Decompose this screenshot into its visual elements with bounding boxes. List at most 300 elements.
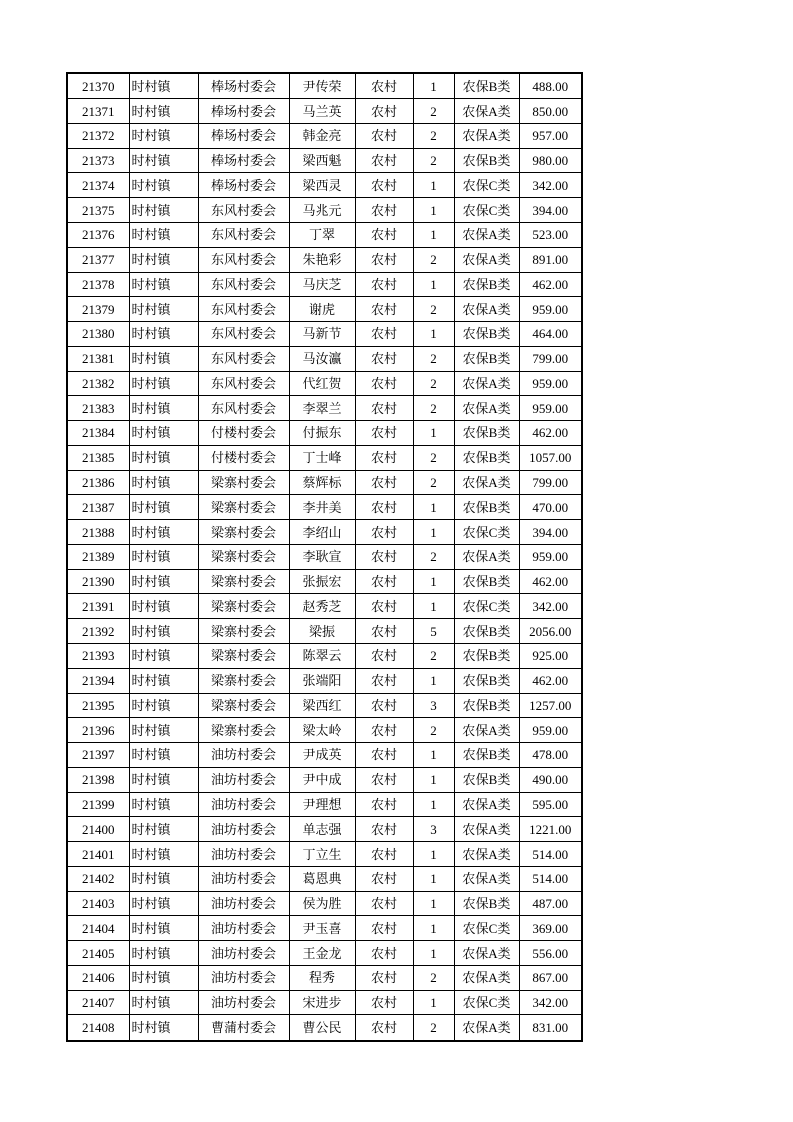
cell-town: 时村镇 bbox=[129, 173, 198, 198]
cell-id: 21402 bbox=[67, 866, 129, 891]
cell-village: 棒场村委会 bbox=[198, 148, 289, 173]
cell-amount: 514.00 bbox=[519, 842, 582, 867]
cell-town: 时村镇 bbox=[129, 222, 198, 247]
cell-town: 时村镇 bbox=[129, 123, 198, 148]
cell-village: 梁寨村委会 bbox=[198, 470, 289, 495]
cell-town: 时村镇 bbox=[129, 322, 198, 347]
cell-area_type: 农村 bbox=[355, 247, 413, 272]
cell-name: 梁西红 bbox=[289, 693, 355, 718]
cell-id: 21391 bbox=[67, 594, 129, 619]
table-row bbox=[67, 817, 582, 842]
cell-amount: 799.00 bbox=[519, 346, 582, 371]
cell-amount: 850.00 bbox=[519, 99, 582, 124]
cell-category: 农保B类 bbox=[454, 891, 519, 916]
table-row bbox=[67, 941, 582, 966]
cell-count: 1 bbox=[413, 842, 454, 867]
cell-count: 2 bbox=[413, 1015, 454, 1041]
cell-name: 丁士峰 bbox=[289, 445, 355, 470]
cell-amount: 470.00 bbox=[519, 495, 582, 520]
cell-town: 时村镇 bbox=[129, 842, 198, 867]
cell-amount: 959.00 bbox=[519, 718, 582, 743]
cell-count: 1 bbox=[413, 272, 454, 297]
table-row bbox=[67, 198, 582, 223]
cell-count: 2 bbox=[413, 297, 454, 322]
cell-town: 时村镇 bbox=[129, 718, 198, 743]
cell-category: 农保B类 bbox=[454, 495, 519, 520]
cell-town: 时村镇 bbox=[129, 767, 198, 792]
cell-town: 时村镇 bbox=[129, 990, 198, 1015]
cell-area_type: 农村 bbox=[355, 520, 413, 545]
cell-count: 1 bbox=[413, 495, 454, 520]
cell-village: 东风村委会 bbox=[198, 346, 289, 371]
table-row bbox=[67, 247, 582, 272]
cell-town: 时村镇 bbox=[129, 693, 198, 718]
cell-village: 油坊村委会 bbox=[198, 817, 289, 842]
cell-amount: 342.00 bbox=[519, 594, 582, 619]
cell-category: 农保A类 bbox=[454, 866, 519, 891]
cell-category: 农保B类 bbox=[454, 693, 519, 718]
cell-id: 21390 bbox=[67, 569, 129, 594]
table-row bbox=[67, 322, 582, 347]
cell-amount: 799.00 bbox=[519, 470, 582, 495]
cell-id: 21375 bbox=[67, 198, 129, 223]
cell-category: 农保B类 bbox=[454, 644, 519, 669]
cell-name: 丁翠 bbox=[289, 222, 355, 247]
cell-village: 东风村委会 bbox=[198, 198, 289, 223]
cell-category: 农保C类 bbox=[454, 520, 519, 545]
cell-village: 棒场村委会 bbox=[198, 73, 289, 99]
cell-town: 时村镇 bbox=[129, 594, 198, 619]
cell-count: 1 bbox=[413, 866, 454, 891]
cell-name: 马兆元 bbox=[289, 198, 355, 223]
cell-village: 东风村委会 bbox=[198, 297, 289, 322]
cell-name: 李翠兰 bbox=[289, 396, 355, 421]
cell-town: 时村镇 bbox=[129, 668, 198, 693]
cell-category: 农保A类 bbox=[454, 247, 519, 272]
cell-village: 棒场村委会 bbox=[198, 173, 289, 198]
cell-category: 农保B类 bbox=[454, 445, 519, 470]
table-row bbox=[67, 916, 582, 941]
table-row bbox=[67, 421, 582, 446]
cell-name: 马汝瀛 bbox=[289, 346, 355, 371]
cell-count: 1 bbox=[413, 891, 454, 916]
cell-name: 侯为胜 bbox=[289, 891, 355, 916]
table-row bbox=[67, 222, 582, 247]
cell-amount: 925.00 bbox=[519, 644, 582, 669]
cell-id: 21406 bbox=[67, 965, 129, 990]
cell-amount: 394.00 bbox=[519, 198, 582, 223]
cell-town: 时村镇 bbox=[129, 272, 198, 297]
table-row bbox=[67, 544, 582, 569]
cell-count: 1 bbox=[413, 421, 454, 446]
cell-category: 农保A类 bbox=[454, 718, 519, 743]
cell-category: 农保B类 bbox=[454, 346, 519, 371]
cell-village: 梁寨村委会 bbox=[198, 668, 289, 693]
cell-village: 东风村委会 bbox=[198, 222, 289, 247]
cell-name: 单志强 bbox=[289, 817, 355, 842]
cell-village: 东风村委会 bbox=[198, 371, 289, 396]
cell-category: 农保B类 bbox=[454, 668, 519, 693]
cell-name: 马新节 bbox=[289, 322, 355, 347]
cell-id: 21382 bbox=[67, 371, 129, 396]
cell-id: 21388 bbox=[67, 520, 129, 545]
table-row bbox=[67, 371, 582, 396]
cell-id: 21383 bbox=[67, 396, 129, 421]
cell-id: 21399 bbox=[67, 792, 129, 817]
cell-category: 农保A类 bbox=[454, 371, 519, 396]
cell-count: 2 bbox=[413, 544, 454, 569]
cell-category: 农保A类 bbox=[454, 123, 519, 148]
cell-name: 王金龙 bbox=[289, 941, 355, 966]
cell-area_type: 农村 bbox=[355, 1015, 413, 1041]
cell-area_type: 农村 bbox=[355, 222, 413, 247]
cell-area_type: 农村 bbox=[355, 272, 413, 297]
benefits-table-body bbox=[67, 73, 582, 1041]
cell-count: 1 bbox=[413, 990, 454, 1015]
cell-count: 2 bbox=[413, 470, 454, 495]
cell-area_type: 农村 bbox=[355, 198, 413, 223]
cell-category: 农保C类 bbox=[454, 594, 519, 619]
cell-amount: 369.00 bbox=[519, 916, 582, 941]
cell-id: 21405 bbox=[67, 941, 129, 966]
cell-village: 梁寨村委会 bbox=[198, 495, 289, 520]
table-row bbox=[67, 445, 582, 470]
cell-category: 农保C类 bbox=[454, 173, 519, 198]
cell-village: 东风村委会 bbox=[198, 396, 289, 421]
cell-count: 1 bbox=[413, 173, 454, 198]
cell-area_type: 农村 bbox=[355, 916, 413, 941]
cell-area_type: 农村 bbox=[355, 544, 413, 569]
cell-id: 21387 bbox=[67, 495, 129, 520]
cell-name: 丁立生 bbox=[289, 842, 355, 867]
cell-village: 油坊村委会 bbox=[198, 965, 289, 990]
cell-category: 农保A类 bbox=[454, 99, 519, 124]
cell-name: 尹理想 bbox=[289, 792, 355, 817]
cell-amount: 462.00 bbox=[519, 421, 582, 446]
cell-category: 农保B类 bbox=[454, 569, 519, 594]
cell-count: 1 bbox=[413, 743, 454, 768]
cell-category: 农保A类 bbox=[454, 1015, 519, 1041]
cell-area_type: 农村 bbox=[355, 965, 413, 990]
cell-count: 1 bbox=[413, 594, 454, 619]
cell-amount: 959.00 bbox=[519, 297, 582, 322]
cell-amount: 394.00 bbox=[519, 520, 582, 545]
cell-amount: 462.00 bbox=[519, 569, 582, 594]
cell-id: 21393 bbox=[67, 644, 129, 669]
cell-name: 代红贺 bbox=[289, 371, 355, 396]
cell-area_type: 农村 bbox=[355, 792, 413, 817]
cell-count: 1 bbox=[413, 941, 454, 966]
cell-count: 2 bbox=[413, 965, 454, 990]
cell-town: 时村镇 bbox=[129, 371, 198, 396]
cell-name: 李耿宣 bbox=[289, 544, 355, 569]
cell-name: 梁振 bbox=[289, 619, 355, 644]
cell-count: 2 bbox=[413, 99, 454, 124]
cell-id: 21398 bbox=[67, 767, 129, 792]
cell-town: 时村镇 bbox=[129, 644, 198, 669]
cell-area_type: 农村 bbox=[355, 743, 413, 768]
cell-town: 时村镇 bbox=[129, 445, 198, 470]
cell-town: 时村镇 bbox=[129, 792, 198, 817]
cell-town: 时村镇 bbox=[129, 569, 198, 594]
cell-id: 21403 bbox=[67, 891, 129, 916]
cell-town: 时村镇 bbox=[129, 619, 198, 644]
cell-id: 21394 bbox=[67, 668, 129, 693]
cell-town: 时村镇 bbox=[129, 148, 198, 173]
cell-village: 曹蒲村委会 bbox=[198, 1015, 289, 1041]
cell-id: 21408 bbox=[67, 1015, 129, 1041]
cell-category: 农保A类 bbox=[454, 965, 519, 990]
cell-name: 陈翠云 bbox=[289, 644, 355, 669]
cell-id: 21376 bbox=[67, 222, 129, 247]
cell-name: 程秀 bbox=[289, 965, 355, 990]
cell-village: 梁寨村委会 bbox=[198, 619, 289, 644]
cell-category: 农保B类 bbox=[454, 743, 519, 768]
cell-town: 时村镇 bbox=[129, 99, 198, 124]
cell-amount: 831.00 bbox=[519, 1015, 582, 1041]
cell-id: 21397 bbox=[67, 743, 129, 768]
cell-amount: 1257.00 bbox=[519, 693, 582, 718]
table-row bbox=[67, 866, 582, 891]
cell-count: 2 bbox=[413, 371, 454, 396]
cell-village: 油坊村委会 bbox=[198, 866, 289, 891]
cell-id: 21385 bbox=[67, 445, 129, 470]
cell-count: 2 bbox=[413, 396, 454, 421]
cell-id: 21396 bbox=[67, 718, 129, 743]
cell-category: 农保A类 bbox=[454, 842, 519, 867]
table-row bbox=[67, 668, 582, 693]
cell-name: 张端阳 bbox=[289, 668, 355, 693]
cell-category: 农保C类 bbox=[454, 916, 519, 941]
cell-area_type: 农村 bbox=[355, 594, 413, 619]
cell-village: 油坊村委会 bbox=[198, 842, 289, 867]
cell-count: 1 bbox=[413, 520, 454, 545]
cell-count: 2 bbox=[413, 148, 454, 173]
cell-village: 东风村委会 bbox=[198, 272, 289, 297]
cell-count: 2 bbox=[413, 247, 454, 272]
cell-name: 蔡辉标 bbox=[289, 470, 355, 495]
cell-town: 时村镇 bbox=[129, 817, 198, 842]
cell-town: 时村镇 bbox=[129, 544, 198, 569]
cell-town: 时村镇 bbox=[129, 346, 198, 371]
cell-area_type: 农村 bbox=[355, 297, 413, 322]
cell-village: 梁寨村委会 bbox=[198, 718, 289, 743]
cell-amount: 1221.00 bbox=[519, 817, 582, 842]
table-row bbox=[67, 99, 582, 124]
cell-amount: 595.00 bbox=[519, 792, 582, 817]
cell-village: 棒场村委会 bbox=[198, 99, 289, 124]
table-row bbox=[67, 767, 582, 792]
cell-amount: 490.00 bbox=[519, 767, 582, 792]
cell-amount: 342.00 bbox=[519, 990, 582, 1015]
table-row bbox=[67, 470, 582, 495]
cell-area_type: 农村 bbox=[355, 866, 413, 891]
cell-name: 宋进步 bbox=[289, 990, 355, 1015]
table-row bbox=[67, 396, 582, 421]
cell-area_type: 农村 bbox=[355, 396, 413, 421]
cell-village: 油坊村委会 bbox=[198, 792, 289, 817]
table-row bbox=[67, 495, 582, 520]
cell-amount: 514.00 bbox=[519, 866, 582, 891]
cell-name: 张振宏 bbox=[289, 569, 355, 594]
table-row bbox=[67, 148, 582, 173]
cell-area_type: 农村 bbox=[355, 371, 413, 396]
cell-town: 时村镇 bbox=[129, 73, 198, 99]
table-row bbox=[67, 693, 582, 718]
cell-id: 21379 bbox=[67, 297, 129, 322]
cell-name: 尹传荣 bbox=[289, 73, 355, 99]
cell-area_type: 农村 bbox=[355, 421, 413, 446]
cell-count: 2 bbox=[413, 346, 454, 371]
cell-id: 21370 bbox=[67, 73, 129, 99]
cell-village: 油坊村委会 bbox=[198, 941, 289, 966]
cell-amount: 980.00 bbox=[519, 148, 582, 173]
table-row bbox=[67, 594, 582, 619]
cell-amount: 464.00 bbox=[519, 322, 582, 347]
table-row bbox=[67, 990, 582, 1015]
cell-amount: 462.00 bbox=[519, 668, 582, 693]
cell-village: 梁寨村委会 bbox=[198, 569, 289, 594]
table-row bbox=[67, 346, 582, 371]
cell-name: 李井美 bbox=[289, 495, 355, 520]
table-row bbox=[67, 73, 582, 99]
cell-town: 时村镇 bbox=[129, 1015, 198, 1041]
cell-area_type: 农村 bbox=[355, 668, 413, 693]
cell-id: 21381 bbox=[67, 346, 129, 371]
cell-category: 农保C类 bbox=[454, 198, 519, 223]
cell-area_type: 农村 bbox=[355, 99, 413, 124]
cell-amount: 2056.00 bbox=[519, 619, 582, 644]
cell-count: 1 bbox=[413, 322, 454, 347]
cell-category: 农保A类 bbox=[454, 297, 519, 322]
cell-town: 时村镇 bbox=[129, 866, 198, 891]
cell-count: 1 bbox=[413, 222, 454, 247]
cell-amount: 488.00 bbox=[519, 73, 582, 99]
cell-id: 21371 bbox=[67, 99, 129, 124]
cell-category: 农保A类 bbox=[454, 544, 519, 569]
cell-name: 马庆芝 bbox=[289, 272, 355, 297]
cell-area_type: 农村 bbox=[355, 767, 413, 792]
cell-amount: 487.00 bbox=[519, 891, 582, 916]
cell-amount: 867.00 bbox=[519, 965, 582, 990]
cell-area_type: 农村 bbox=[355, 891, 413, 916]
cell-count: 5 bbox=[413, 619, 454, 644]
cell-area_type: 农村 bbox=[355, 842, 413, 867]
cell-area_type: 农村 bbox=[355, 495, 413, 520]
cell-village: 东风村委会 bbox=[198, 247, 289, 272]
cell-category: 农保A类 bbox=[454, 222, 519, 247]
cell-id: 21400 bbox=[67, 817, 129, 842]
cell-area_type: 农村 bbox=[355, 123, 413, 148]
cell-name: 曹公民 bbox=[289, 1015, 355, 1041]
cell-id: 21372 bbox=[67, 123, 129, 148]
cell-amount: 959.00 bbox=[519, 371, 582, 396]
cell-town: 时村镇 bbox=[129, 470, 198, 495]
cell-town: 时村镇 bbox=[129, 396, 198, 421]
cell-village: 梁寨村委会 bbox=[198, 594, 289, 619]
cell-name: 谢虎 bbox=[289, 297, 355, 322]
table-row bbox=[67, 965, 582, 990]
table-row bbox=[67, 743, 582, 768]
cell-town: 时村镇 bbox=[129, 891, 198, 916]
cell-town: 时村镇 bbox=[129, 965, 198, 990]
cell-category: 农保B类 bbox=[454, 73, 519, 99]
cell-area_type: 农村 bbox=[355, 322, 413, 347]
table-row bbox=[67, 792, 582, 817]
cell-area_type: 农村 bbox=[355, 619, 413, 644]
table-row bbox=[67, 569, 582, 594]
table-row bbox=[67, 272, 582, 297]
table-row bbox=[67, 891, 582, 916]
cell-name: 梁西魁 bbox=[289, 148, 355, 173]
cell-amount: 523.00 bbox=[519, 222, 582, 247]
cell-village: 油坊村委会 bbox=[198, 767, 289, 792]
cell-id: 21401 bbox=[67, 842, 129, 867]
cell-town: 时村镇 bbox=[129, 916, 198, 941]
cell-count: 1 bbox=[413, 792, 454, 817]
cell-id: 21386 bbox=[67, 470, 129, 495]
cell-name: 梁太岭 bbox=[289, 718, 355, 743]
cell-town: 时村镇 bbox=[129, 198, 198, 223]
cell-area_type: 农村 bbox=[355, 569, 413, 594]
cell-id: 21380 bbox=[67, 322, 129, 347]
cell-category: 农保A类 bbox=[454, 396, 519, 421]
cell-count: 1 bbox=[413, 668, 454, 693]
cell-category: 农保A类 bbox=[454, 817, 519, 842]
cell-name: 李绍山 bbox=[289, 520, 355, 545]
cell-area_type: 农村 bbox=[355, 817, 413, 842]
cell-id: 21395 bbox=[67, 693, 129, 718]
cell-name: 赵秀芝 bbox=[289, 594, 355, 619]
cell-category: 农保B类 bbox=[454, 421, 519, 446]
cell-id: 21378 bbox=[67, 272, 129, 297]
cell-count: 2 bbox=[413, 644, 454, 669]
cell-amount: 462.00 bbox=[519, 272, 582, 297]
cell-count: 1 bbox=[413, 767, 454, 792]
cell-amount: 959.00 bbox=[519, 396, 582, 421]
cell-category: 农保C类 bbox=[454, 990, 519, 1015]
cell-town: 时村镇 bbox=[129, 520, 198, 545]
cell-id: 21377 bbox=[67, 247, 129, 272]
cell-name: 韩金亮 bbox=[289, 123, 355, 148]
cell-name: 尹玉喜 bbox=[289, 916, 355, 941]
cell-village: 梁寨村委会 bbox=[198, 544, 289, 569]
table-row bbox=[67, 1015, 582, 1041]
cell-area_type: 农村 bbox=[355, 990, 413, 1015]
cell-area_type: 农村 bbox=[355, 346, 413, 371]
cell-count: 1 bbox=[413, 73, 454, 99]
table-row bbox=[67, 644, 582, 669]
cell-amount: 556.00 bbox=[519, 941, 582, 966]
table-row bbox=[67, 123, 582, 148]
cell-category: 农保B类 bbox=[454, 148, 519, 173]
cell-amount: 342.00 bbox=[519, 173, 582, 198]
cell-amount: 478.00 bbox=[519, 743, 582, 768]
cell-town: 时村镇 bbox=[129, 247, 198, 272]
cell-id: 21384 bbox=[67, 421, 129, 446]
cell-area_type: 农村 bbox=[355, 173, 413, 198]
table-row bbox=[67, 173, 582, 198]
cell-village: 付楼村委会 bbox=[198, 445, 289, 470]
cell-town: 时村镇 bbox=[129, 743, 198, 768]
cell-count: 2 bbox=[413, 123, 454, 148]
cell-count: 1 bbox=[413, 198, 454, 223]
cell-village: 梁寨村委会 bbox=[198, 520, 289, 545]
cell-name: 付振东 bbox=[289, 421, 355, 446]
cell-category: 农保B类 bbox=[454, 767, 519, 792]
cell-area_type: 农村 bbox=[355, 470, 413, 495]
cell-amount: 1057.00 bbox=[519, 445, 582, 470]
